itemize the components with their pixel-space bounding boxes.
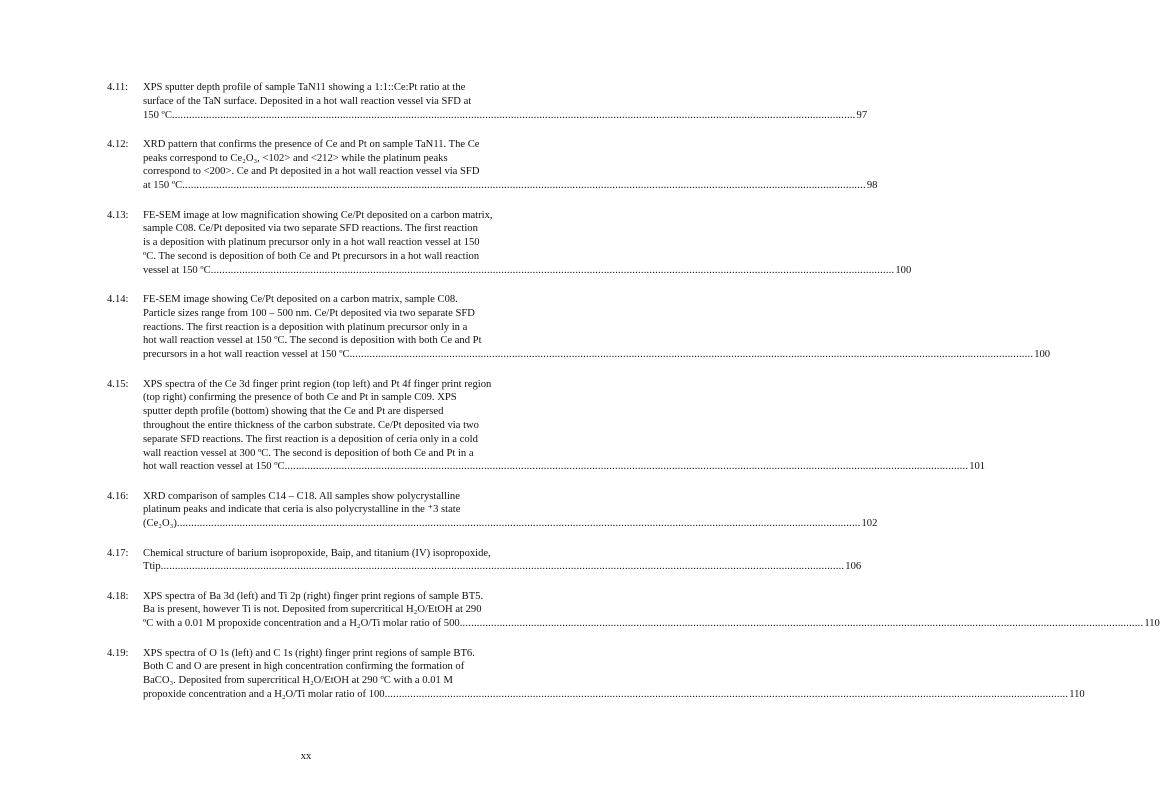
caption-line: platinum peaks and indicate that ceria is also polycrystalline in the ⁺3 state [143,504,461,516]
dot-leader [460,617,1144,631]
figure-entry-4-16[interactable] [107,490,878,531]
figure-caption [143,647,1085,702]
caption-line: throughout the entire thickness of the carbon substrate. Ce/Pt deposited via two [143,419,479,431]
figure-caption [143,378,985,475]
figure-entry-4-11[interactable] [107,81,868,122]
caption-line: peaks correspond to Ce₂O₃, <102> and <212> while the platinum peaks [143,152,448,164]
caption-line: 150 ºC [143,109,172,121]
dot-leader [285,460,969,474]
caption-last-line [143,560,861,574]
caption-line: XRD pattern that confirms the presence of Ce and Pt on sample TaN11. The Ce [143,138,480,150]
figure-caption [143,293,1050,362]
figure-number: 4.14: [107,294,129,306]
figure-caption [143,547,861,575]
dot-leader [385,688,1069,702]
caption-line: wall reaction vessel at 300 ºC. The second is deposition of both Ce and Pt in a [143,447,474,459]
caption-last-line [143,460,985,474]
caption-line: reactions. The first reaction is a deposition with platinum precursor only in a [143,321,468,333]
page-footer-number: xx [300,751,312,762]
dot-leader [350,348,1034,362]
page-number-ref: 98 [866,180,878,192]
caption-line: XPS sputter depth profile of sample TaN11 showing a 1:1::Ce:Pt ratio at the [143,82,466,93]
caption-line: is a deposition with platinum precursor only in a hot wall reaction vessel at 150 [143,237,480,249]
caption-line: hot wall reaction vessel at 150 ºC [143,461,285,473]
page-number-ref: 102 [861,518,878,530]
dot-leader [182,179,866,193]
caption-line: sample C08. Ce/Pt deposited via two separate SFD reactions. The first reaction [143,223,478,235]
figure-entry-4-14[interactable] [107,293,1051,362]
caption-line: Particle sizes range from 100 – 500 nm. Ce/Pt deposited via two separate SFD [143,307,475,319]
caption-last-line [143,179,877,193]
figure-entry-4-18[interactable] [107,590,1160,631]
list-of-figures [107,81,1160,717]
figure-number: 4.15: [107,378,129,390]
figure-number: 4.18: [107,590,129,602]
figure-number: 4.11: [107,82,129,93]
caption-line: (top right) confirming the presence of both Ce and Pt in sample C09. XPS [143,392,457,404]
caption-line: ºC. The second is deposition of both Ce and Pt precursors in a hot wall reaction [143,250,480,262]
figure-caption [143,590,1160,631]
caption-line: surface of the TaN surface. Deposited in a hot wall reaction vessel via SFD at [143,95,472,107]
figure-entry-4-15[interactable] [107,378,986,475]
figure-caption [143,81,867,122]
caption-line: precursors in a hot wall reaction vessel at 150 ºC [143,349,350,361]
figure-number: 4.13: [107,209,129,221]
caption-last-line [143,264,911,278]
dot-leader [211,264,895,278]
figure-caption [143,209,911,278]
caption-line: vessel at 150 ºC [143,264,211,276]
caption-line: sputter depth profile (bottom) showing that the Ce and Pt are dispersed [143,406,444,418]
page-number-ref: 100 [1034,349,1051,361]
page-number-ref: 97 [856,109,868,121]
dot-leader [172,109,856,123]
caption-line: FE-SEM image at low magnification showing Ce/Pt deposited on a carbon matrix, [143,209,493,221]
figure-caption [143,490,877,531]
caption-last-line [143,517,877,531]
caption-line: propoxide concentration and a H₂O/Ti molar ratio of 100 [143,688,385,700]
figure-number: 4.12: [107,138,129,150]
caption-last-line [143,109,867,123]
caption-last-line [143,348,1050,362]
caption-line: (Ce₂O₃) [143,518,177,530]
caption-line: ºC with a 0.01 M propoxide concentration and a H₂O/Ti molar ratio of 500 [143,618,460,630]
caption-line: XPS spectra of Ba 3d (left) and Ti 2p (right) finger print regions of sample BT5. [143,590,484,602]
page-number-ref: 101 [969,461,986,473]
page-number-ref: 106 [845,561,862,573]
dot-leader [177,517,861,531]
caption-line: Chemical structure of barium isopropoxide, Baip, and titanium (IV) isopropoxide, [143,547,491,559]
caption-line: XRD comparison of samples C14 – C18. All samples show polycrystalline [143,490,460,502]
caption-line: Ba is present, however Ti is not. Deposited from supercritical H₂O/EtOH at 290 [143,604,482,616]
figure-entry-4-12[interactable] [107,138,878,193]
page-number-ref: 110 [1069,688,1085,700]
figure-number: 4.16: [107,490,129,502]
figure-caption [143,138,877,193]
page-number-ref: 100 [895,264,912,276]
figure-number: 4.17: [107,547,129,559]
caption-line: at 150 ºC [143,180,183,192]
page-number-ref: 110 [1144,618,1160,630]
caption-line: Ttip [143,561,161,573]
figure-number: 4.19: [107,647,129,659]
caption-line: Both C and O are present in high concentration confirming the formation of [143,661,465,673]
caption-line: hot wall reaction vessel at 150 ºC. The second is deposition with both Ce and Pt [143,335,482,347]
caption-line: XPS spectra of O 1s (left) and C 1s (right) finger print regions of sample BT6. [143,647,475,659]
figure-entry-4-19[interactable] [107,647,1085,702]
figure-entry-4-17[interactable] [107,547,862,575]
caption-line: FE-SEM image showing Ce/Pt deposited on a carbon matrix, sample C08. [143,294,458,306]
figure-entry-4-13[interactable] [107,209,912,278]
caption-last-line [143,617,1160,631]
caption-line: BaCO₃. Deposited from supercritical H₂O/EtOH at 290 ºC with a 0.01 M [143,675,453,687]
caption-line: separate SFD reactions. The first reaction is a deposition of ceria only in a cold [143,433,478,445]
caption-line: correspond to <200>. Ce and Pt deposited in a hot wall reaction vessel via SFD [143,166,480,178]
dot-leader [161,560,845,574]
caption-line: XPS spectra of the Ce 3d finger print region (top left) and Pt 4f finger print region [143,378,492,390]
caption-last-line [143,688,1085,702]
